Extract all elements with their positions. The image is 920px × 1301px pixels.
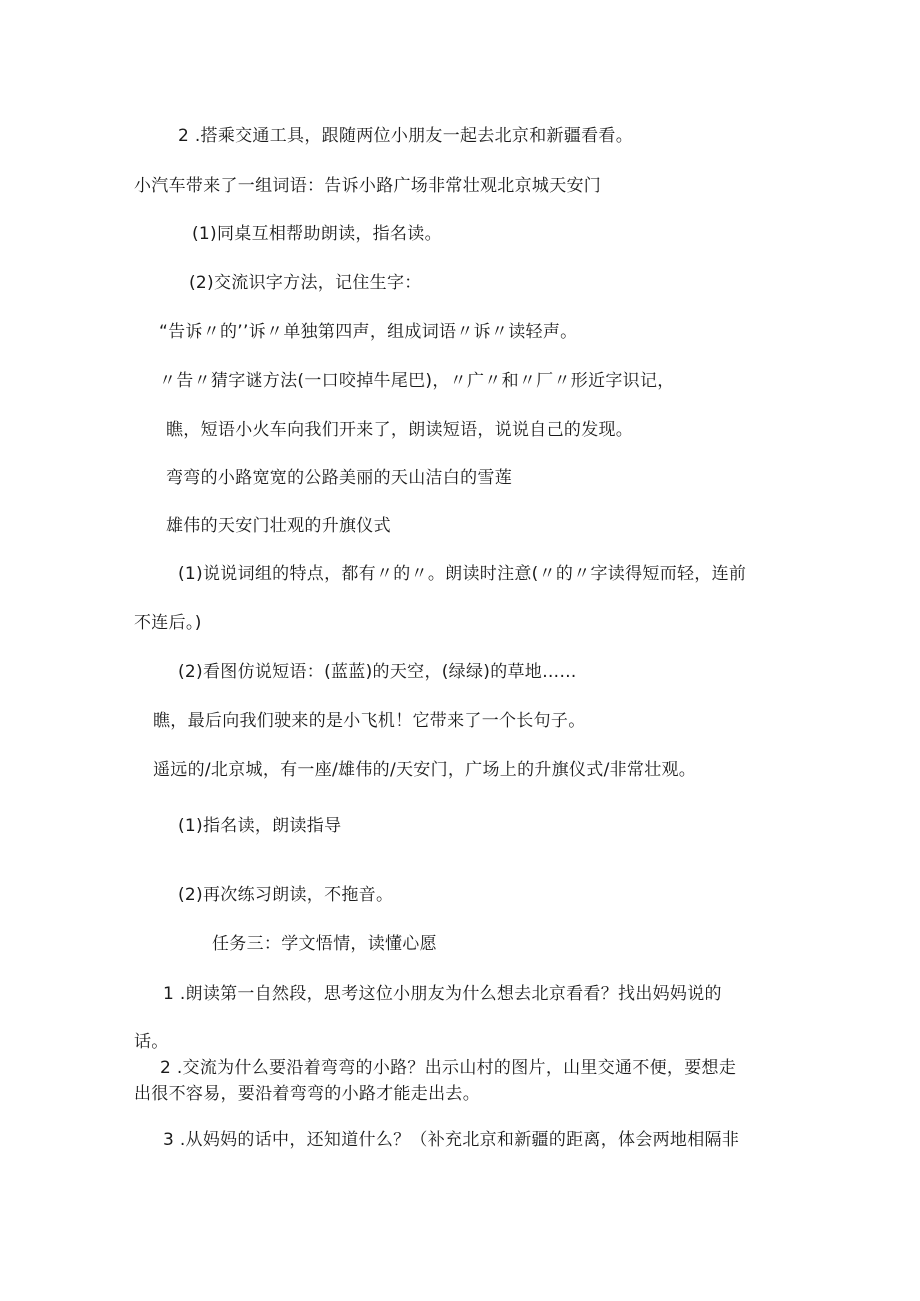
text-line-4: (2)交流识字方法，记住生字：	[189, 273, 422, 293]
text-line-10: (1)说说词组的特点，都有〃的〃。朗读时注意(〃的〃字读得短而轻，连前	[178, 564, 747, 584]
text-line-16: (2)再次练习朗读，不拖音。	[178, 885, 394, 905]
text-line-18: 1 .朗读第一自然段，思考这位小朋友为什么想去北京看看？找出妈妈说的	[163, 984, 722, 1004]
text-line-20: 2 .交流为什么要沿着弯弯的小路？出示山村的图片，山里交通不便，要想走	[160, 1058, 737, 1078]
text-line-15: (1)指名读，朗读指导	[178, 816, 342, 836]
text-line-11: 不连后。)	[134, 613, 202, 633]
text-line-9: 雄伟的天安门壮观的升旗仪式	[166, 516, 391, 536]
text-line-19: 话。	[134, 1032, 169, 1052]
text-line-21: 出很不容易，要沿着弯弯的小路才能走出去。	[134, 1084, 480, 1104]
text-line-22: 3 .从妈妈的话中，还知道什么？（补充北京和新疆的距离，体会两地相隔非	[163, 1130, 740, 1150]
text-line-14: 遥远的/北京城，有一座/雄伟的/天安门，广场上的升旗仪式/非常壮观。	[153, 760, 697, 780]
text-line-1: 2 .搭乘交通工具，跟随两位小朋友一起去北京和新疆看看。	[178, 126, 634, 146]
text-line-7: 瞧，短语小火车向我们开来了，朗读短语，说说自己的发现。	[166, 420, 634, 440]
text-line-17: 任务三：学文悟情，读懂心愿	[212, 934, 437, 954]
text-line-12: (2)看图仿说短语：(蓝蓝)的天空，(绿绿)的草地……	[178, 662, 577, 682]
text-line-2: 小汽车带来了一组词语：告诉小路广场非常壮观北京城天安门	[134, 176, 602, 196]
text-line-8: 弯弯的小路宽宽的公路美丽的天山洁白的雪莲	[166, 468, 512, 488]
text-line-13: 瞧，最后向我们驶来的是小飞机！它带来了一个长句子。	[153, 711, 586, 731]
text-line-6: 〃告〃猜字谜方法(一口咬掉牛尾巴)，〃广〃和〃厂〃形近字识记，	[159, 371, 675, 391]
text-line-5: “告诉〃的’’诉〃单独第四声，组成词语〃诉〃读轻声。	[159, 322, 578, 342]
text-line-3: (1)同桌互相帮助朗读，指名读。	[192, 224, 442, 244]
